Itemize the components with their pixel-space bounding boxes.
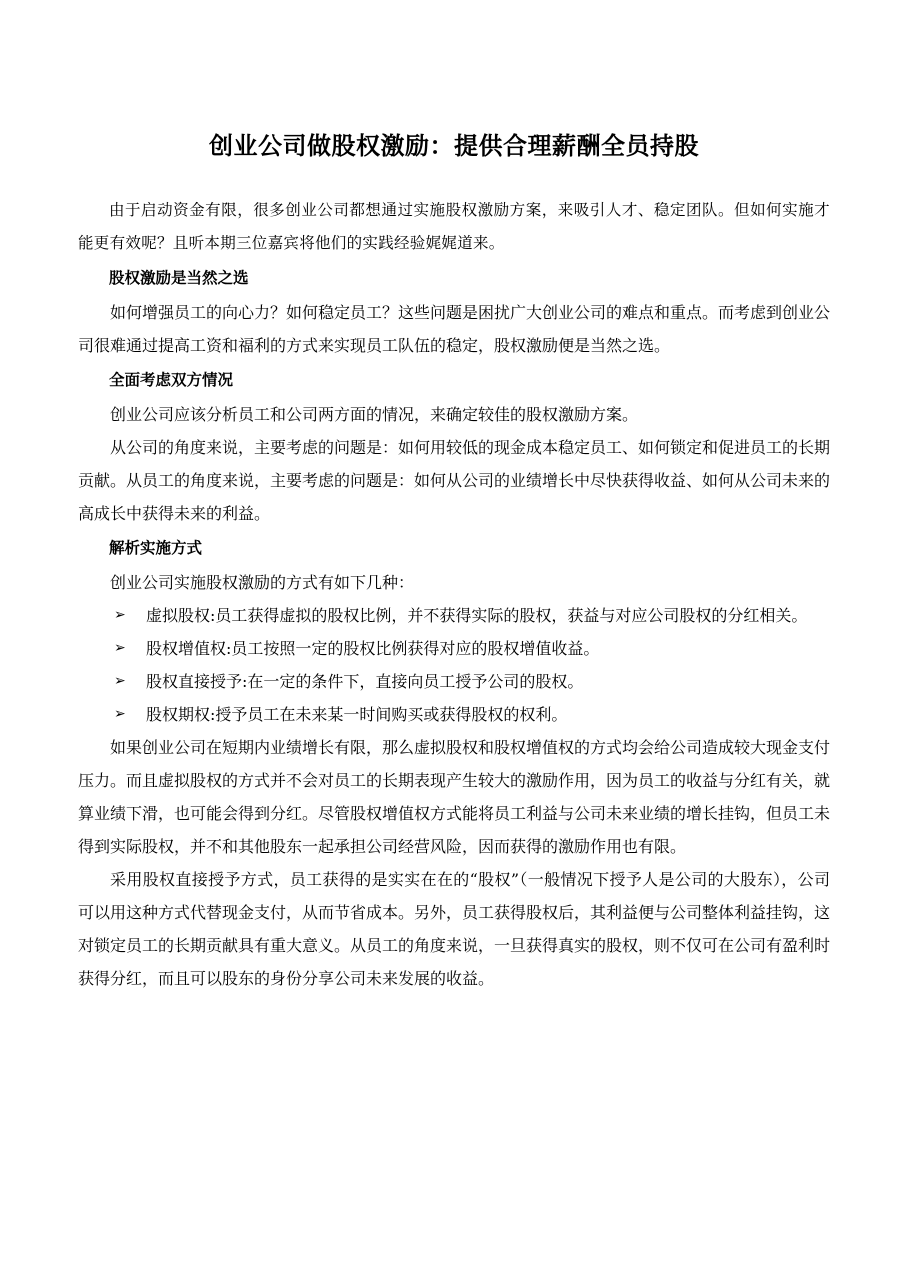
section-heading: 全面考虑双方情况 bbox=[109, 371, 234, 389]
list-item bbox=[78, 632, 830, 665]
section-heading: 解析实施方式 bbox=[109, 539, 203, 557]
list-item-text: 股权增值权:员工按照一定的股权比例获得对应的股权增值收益。 bbox=[146, 639, 600, 658]
intro-paragraph: 由于启动资金有限，很多创业公司都想通过实施股权激励方案，来吸引人才、稳定团队。但如何实施才能更有效呢？且听本期三位嘉宾将他们的实践经验娓娓道来。 bbox=[78, 201, 830, 252]
list-item bbox=[78, 698, 830, 731]
section-heading: 股权激励是当然之选 bbox=[109, 269, 249, 287]
document-title: 创业公司做股权激励：提供合理薪酬全员持股 bbox=[209, 132, 699, 160]
body-paragraph: 创业公司实施股权激励的方式有如下几种： bbox=[110, 573, 415, 592]
list-item-text: 虚拟股权:员工获得虚拟的股权比例，并不获得实际的股权，获益与对应公司股权的分红相关。 bbox=[146, 606, 808, 625]
arrow-bullet-icon: ➢ bbox=[114, 673, 126, 689]
list-item bbox=[78, 665, 830, 698]
arrow-bullet-icon: ➢ bbox=[114, 607, 126, 623]
body-paragraph: 采用股权直接授予方式，员工获得的是实实在在的“股权”（一般情况下授予人是公司的大股东），公司可以用这种方式代替现金支付，从而节省成本。另外，员工获得股权后，其利益便与公司整体利益挂钩，这对锁定员工的长期贡献具有重大意义。从员工的角度来说，一旦获得真实的股权，则不仅可在公司有盈利时获得分红，而且可以股东的身份分享公司未来发展的收益。 bbox=[78, 870, 831, 988]
list-item-text: 股权直接授予:在一定的条件下，直接向员工授予公司的股权。 bbox=[146, 672, 584, 691]
list-item-text: 股权期权:授予员工在未来某一时间购买或获得股权的权利。 bbox=[146, 705, 568, 724]
body-paragraph: 如果创业公司在短期内业绩增长有限，那么虚拟股权和股权增值权的方式均会给公司造成较大现金支付压力。而且虚拟股权的方式并不会对员工的长期表现产生较大的激励作用，因为员工的收益与分红有关，就算业绩下滑，也可能会得到分红。尽管股权增值权方式能将员工利益与公司未来业绩的增长挂钩，但员工未得到实际股权，并不和其他股东一起承担公司经营风险，因而获得的激励作用也有限。 bbox=[78, 738, 831, 856]
list-item bbox=[78, 599, 830, 632]
body-paragraph: 从公司的角度来说，主要考虑的问题是：如何用较低的现金成本稳定员工、如何锁定和促进员工的长期贡献。从员工的角度来说，主要考虑的问题是：如何从公司的业绩增长中尽快获得收益、如何从公司未来的高成长中获得未来的利益。 bbox=[78, 438, 831, 523]
body-paragraph: 创业公司应该分析员工和公司两方面的情况，来确定较佳的股权激励方案。 bbox=[110, 405, 639, 424]
bullet-list bbox=[78, 599, 830, 731]
arrow-bullet-icon: ➢ bbox=[114, 706, 126, 722]
document-body bbox=[78, 128, 830, 995]
body-paragraph: 如何增强员工的向心力？如何稳定员工？这些问题是困扰广大创业公司的难点和重点。而考虑到创业公司很难通过提高工资和福利的方式来实现员工队伍的稳定，股权激励便是当然之选。 bbox=[78, 303, 831, 355]
arrow-bullet-icon: ➢ bbox=[114, 640, 126, 656]
